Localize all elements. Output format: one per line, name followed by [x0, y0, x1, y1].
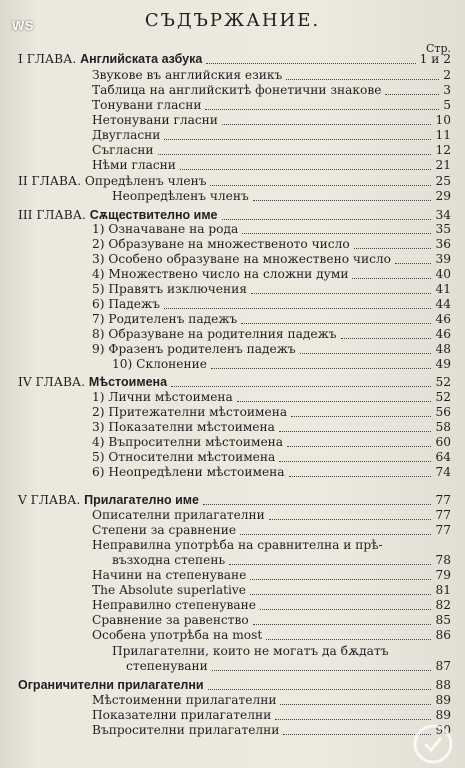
toc-page-number: 5 — [443, 98, 451, 112]
toc-leader-dots — [222, 219, 432, 220]
toc-entry-row — [0, 327, 465, 342]
toc-entry-row — [0, 538, 465, 553]
toc-leader-dots — [341, 338, 432, 339]
toc-entry-label — [92, 465, 285, 480]
toc-entry-text: 4) Въпросителни мѣстоимена — [92, 435, 284, 449]
toc-entry-row — [0, 405, 465, 420]
toc-entry-label — [92, 282, 247, 297]
toc-entry-text: V ГЛАВА. — [18, 493, 85, 507]
toc-leader-dots — [242, 233, 431, 234]
toc-entry-label — [92, 297, 160, 312]
toc-entry-text: Тонувани гласни — [92, 98, 202, 112]
toc-entry-text: Степени за сравнение — [92, 523, 237, 537]
toc-leader-dots — [237, 401, 432, 402]
toc-entry-text: I ГЛАВА. — [18, 52, 81, 66]
toc-entry-row — [0, 465, 465, 480]
toc-entry-text: 5) Правятъ изключения — [92, 282, 247, 296]
toc-leader-dots — [222, 124, 432, 125]
toc-entry-text: 6) Неопредѣлени мѣстоимена — [92, 465, 285, 479]
toc-entry-text: 2) Притежателни мѣстоимена — [92, 405, 288, 419]
toc-chapter-row — [0, 174, 465, 189]
toc-entry-text: Описателни прилагателни — [92, 508, 265, 522]
toc-leader-dots — [164, 139, 431, 140]
toc-entry-text: Мѣстоименни прилагателни — [92, 693, 277, 707]
toc-entry-label — [92, 143, 154, 158]
toc-entry-row — [0, 628, 465, 643]
toc-chapter-row — [0, 208, 465, 223]
toc-entry-text: Двугласни — [92, 128, 161, 142]
toc-page-number: 1 и 2 — [419, 52, 451, 66]
toc-page-number: 29 — [435, 189, 451, 203]
toc-page-number: 10 — [435, 113, 451, 127]
toc-entry-label — [112, 644, 388, 659]
toc-entry-row — [0, 158, 465, 173]
toc-entry-row — [0, 222, 465, 237]
toc-entry-row — [0, 435, 465, 450]
toc-entry-label — [112, 553, 225, 568]
toc-page-number: 88 — [435, 678, 451, 692]
toc-entry-text: Показателни прилагателни — [92, 708, 272, 722]
toc-entry-label — [92, 83, 381, 98]
toc-entry-label — [92, 327, 337, 342]
toc-entry-label — [92, 342, 296, 357]
toc-entry-label — [18, 52, 202, 67]
toc-entry-label — [92, 68, 282, 83]
toc-leader-dots — [289, 476, 432, 477]
toc-leader-dots — [280, 704, 431, 705]
toc-leader-dots — [352, 278, 431, 279]
toc-chapter-title: Прилагателно име — [84, 493, 200, 507]
toc-entry-label — [92, 420, 275, 435]
toc-chapter-title: Мѣстоимена — [88, 375, 168, 389]
toc-entry-label — [92, 723, 279, 738]
toc-entry-text: The Absolute superlative — [92, 583, 246, 597]
toc-entry-label — [92, 237, 350, 252]
toc-entry-text: Прилагателни, които не могатъ да бѫдатъ — [112, 644, 389, 658]
toc-entry-text: 3) Показателни мѣстоимена — [92, 420, 275, 434]
toc-page-number: 79 — [435, 568, 451, 582]
toc-page-number: 40 — [435, 267, 451, 281]
toc-entry-text: II ГЛАВА. Опредѣленъ членъ — [18, 174, 207, 188]
toc-page-number: 41 — [435, 282, 451, 296]
toc-page-number: 89 — [435, 693, 451, 707]
toc-page-number: 11 — [435, 128, 451, 142]
toc-entry-label — [18, 375, 167, 390]
toc-entry-label — [92, 708, 271, 723]
toc-page-number: 39 — [435, 252, 451, 266]
toc-leader-dots — [354, 248, 432, 249]
toc-chapter-title: Английската азбука — [80, 52, 203, 66]
toc-leader-dots — [260, 609, 432, 610]
toc-page-number: 46 — [435, 312, 451, 326]
toc-entry-row — [0, 297, 465, 312]
toc-page-number: 48 — [435, 342, 451, 356]
toc-entry-label — [92, 113, 218, 128]
toc-leader-dots — [395, 263, 431, 264]
toc-leader-dots — [251, 293, 432, 294]
toc-chapter-title: Сѫществително име — [89, 208, 218, 222]
toc-page-number: 87 — [435, 659, 451, 673]
toc-leader-dots — [253, 200, 432, 201]
toc-page-number: 90 — [435, 723, 451, 737]
toc-entry-row — [0, 83, 465, 98]
toc-entry-text: 5) Относителни мѣстоимена — [92, 450, 276, 464]
toc-leader-dots — [250, 594, 431, 595]
toc-entry-label — [92, 98, 201, 113]
toc-entry-label — [92, 613, 249, 628]
toc-leader-dots — [241, 323, 431, 324]
toc-chapter-row — [0, 678, 465, 693]
toc-entry-label — [92, 693, 276, 708]
toc-entry-text: 1) Означаване на рода — [92, 222, 239, 236]
toc-entry-row — [0, 189, 465, 204]
toc-entry-row — [0, 113, 465, 128]
toc-entry-label — [92, 538, 383, 553]
toc-page-number: 74 — [435, 465, 451, 479]
toc-page-number: 56 — [435, 405, 451, 419]
toc-leader-dots — [158, 154, 432, 155]
toc-entry-text: 7) Родителенъ падежъ — [92, 312, 238, 326]
toc-entry-text: 4) Множествено число на сложни думи — [92, 267, 349, 281]
toc-entry-text: Неправилно степенуване — [92, 598, 256, 612]
toc-entry-text: 6) Падежъ — [92, 297, 160, 311]
toc-entry-row — [0, 420, 465, 435]
toc-entry-row — [0, 282, 465, 297]
toc-page-number: 86 — [435, 628, 451, 642]
toc-page-number: 12 — [435, 143, 451, 157]
toc-leader-dots — [203, 504, 431, 505]
toc-leader-dots — [287, 446, 431, 447]
toc-entry-text: Начини на степенуване — [92, 568, 247, 582]
toc-leader-dots — [286, 79, 439, 80]
toc-chapter-row — [0, 493, 465, 508]
toc-entry-text: IV ГЛАВА. — [18, 375, 89, 389]
toc-leader-dots — [206, 63, 415, 64]
toc-entry-label — [18, 493, 199, 508]
toc-entry-label — [92, 158, 176, 173]
toc-leader-dots — [210, 185, 431, 186]
toc-entry-label — [92, 508, 265, 523]
toc-page-number: 25 — [435, 174, 451, 188]
toc-entry-row — [0, 252, 465, 267]
toc-leader-dots — [211, 368, 432, 369]
toc-page-number: 78 — [435, 553, 451, 567]
toc-entry-text: 3) Особено образуване на множествено число — [92, 252, 392, 266]
toc-leader-dots — [253, 624, 432, 625]
toc-entry-label — [18, 678, 204, 693]
toc-leader-dots — [240, 534, 431, 535]
toc-entry-label — [92, 222, 238, 237]
toc-leader-dots — [180, 169, 432, 170]
toc-entry-label — [92, 267, 348, 282]
toc-page-number: 49 — [435, 357, 451, 371]
toc-page-number: 44 — [435, 297, 451, 311]
toc-entry-row — [0, 523, 465, 538]
toc-page-number: 82 — [435, 598, 451, 612]
toc-entry-row — [0, 312, 465, 327]
toc-entry-text: 8) Образуване на родителния падежъ — [92, 327, 337, 341]
toc-page-number: 35 — [435, 222, 451, 236]
bazar-logo-icon — [393, 718, 463, 766]
toc-page-number: 52 — [435, 390, 451, 404]
toc-page-number: 64 — [435, 450, 451, 464]
toc-entry-label — [112, 189, 249, 204]
toc-entry-text: 10) Склонение — [112, 357, 207, 371]
toc-leader-dots — [208, 689, 432, 690]
toc-chapter-row — [0, 375, 465, 390]
toc-entry-text: Таблица на английскитѣ фонетични знакове — [92, 83, 382, 97]
toc-entry-label — [92, 450, 275, 465]
toc-entry-row — [0, 508, 465, 523]
toc-page-number: 52 — [435, 375, 451, 389]
toc-page-number: 46 — [435, 327, 451, 341]
toc-leader-dots — [266, 639, 431, 640]
toc-page-number: 36 — [435, 237, 451, 251]
toc-entry-label — [92, 435, 283, 450]
toc-page-number: 85 — [435, 613, 451, 627]
toc-entry-row — [0, 342, 465, 357]
toc-leader-dots — [164, 308, 432, 309]
toc-entry-row — [0, 613, 465, 628]
corner-watermark: WS — [12, 18, 34, 33]
toc-entry-label — [92, 598, 256, 613]
toc-entry-label — [18, 174, 206, 189]
toc-entry-text: III ГЛАВА. — [18, 208, 90, 222]
toc-page-number: 89 — [435, 708, 451, 722]
toc-entry-row — [0, 68, 465, 83]
toc-leader-dots — [300, 353, 432, 354]
toc-page-number: 58 — [435, 420, 451, 434]
toc-entry-row — [0, 568, 465, 583]
toc-page-number: 81 — [435, 583, 451, 597]
toc-leader-dots — [205, 109, 439, 110]
toc-entry-label — [92, 583, 246, 598]
toc-entry-label — [126, 659, 208, 674]
toc-entry-label — [92, 523, 236, 538]
toc-entry-label — [92, 312, 237, 327]
toc-entry-row — [0, 128, 465, 143]
toc-leader-dots — [171, 386, 431, 387]
toc-entry-text: 2) Образуване на множественото число — [92, 237, 350, 251]
toc-entry-label — [92, 628, 262, 643]
toc-page-number: 77 — [435, 523, 451, 537]
toc-page-number: 60 — [435, 435, 451, 449]
toc-chapter-title: Ограничителни прилагателни — [18, 678, 204, 692]
toc-page-number: 77 — [435, 508, 451, 522]
toc-entry-label — [92, 390, 233, 405]
toc-entry-row — [0, 143, 465, 158]
toc-entry-row — [0, 390, 465, 405]
toc-entry-row — [0, 659, 465, 674]
toc-page-number: 34 — [435, 208, 451, 222]
toc-entry-row — [0, 693, 465, 708]
toc-entry-row — [0, 357, 465, 372]
toc-leader-dots — [212, 670, 432, 671]
toc-entry-row — [0, 98, 465, 113]
toc-chapter-row — [0, 52, 465, 67]
toc-entry-label — [92, 252, 391, 267]
toc-entry-row — [0, 583, 465, 598]
toc-leader-dots — [269, 519, 432, 520]
toc-page-number: 2 — [443, 68, 451, 82]
toc-entry-text: Особена употрѣба на most — [92, 628, 263, 642]
toc-entry-text: Неопредѣленъ членъ — [112, 189, 249, 203]
toc-entry-text: степенувани — [126, 659, 208, 673]
toc-leader-dots — [291, 416, 431, 417]
toc-entry-label — [92, 405, 287, 420]
toc-entry-text: Нѣми гласни — [92, 158, 176, 172]
toc-page-number: 3 — [443, 83, 451, 97]
toc-page-number: 21 — [435, 158, 451, 172]
toc-entry-row — [0, 237, 465, 252]
toc-entry-text: 1) Лични мѣстоимена — [92, 390, 233, 404]
toc-entry-label — [112, 357, 207, 372]
toc-entry-text: Звукове въ английския езикъ — [92, 68, 283, 82]
page-column-header: Стр. — [425, 42, 451, 55]
toc-page-number: 77 — [435, 493, 451, 507]
toc-entry-row — [0, 267, 465, 282]
toc-leader-dots — [250, 579, 431, 580]
toc-entry-text: Нетонувани гласни — [92, 113, 218, 127]
toc-entry-label — [92, 568, 246, 583]
toc-entry-text: Съгласни — [92, 143, 154, 157]
toc-entry-row — [0, 644, 465, 659]
toc-entry-row — [0, 553, 465, 568]
toc-entry-text: Сравнение за равенство — [92, 613, 249, 627]
toc-entry-label — [92, 128, 160, 143]
toc-leader-dots — [229, 564, 431, 565]
toc-leader-dots — [279, 431, 432, 432]
toc-leader-dots — [385, 94, 439, 95]
toc-entry-text: възходна степень — [112, 553, 226, 567]
toc-entry-text: Неправилна употрѣба на сравнителна и прѣ- — [92, 538, 383, 552]
toc-leader-dots — [279, 461, 431, 462]
toc-entry-text: 9) Фразенъ родителенъ падежъ — [92, 342, 296, 356]
toc-entry-label — [18, 208, 218, 223]
toc-entry-row — [0, 598, 465, 613]
page-title: СЪДЪРЖАНИЕ. — [144, 10, 321, 31]
toc-entry-text: Въпросителни прилагателни — [92, 723, 280, 737]
toc-entry-row — [0, 450, 465, 465]
